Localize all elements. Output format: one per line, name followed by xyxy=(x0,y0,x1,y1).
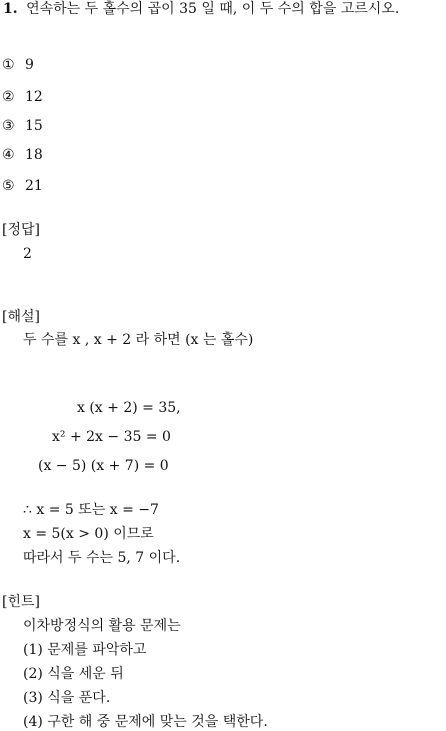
choice-item xyxy=(2,117,43,135)
choice-marker: ① xyxy=(2,57,15,73)
choice-item xyxy=(2,146,43,164)
choice-value: 21 xyxy=(25,178,43,194)
answer-value: 2 xyxy=(23,246,32,262)
hint-line: (4) 구한 해 중 문제에 맞는 것을 택한다. xyxy=(23,714,268,730)
conclusion-line: ∴ x = 5 또는 x = −7 xyxy=(23,502,159,518)
hint-line: 이차방정식의 활용 문제는 xyxy=(23,618,181,634)
choice-item xyxy=(2,56,34,74)
choice-marker: ⑤ xyxy=(2,178,15,194)
question-number: 1. xyxy=(3,1,18,17)
explanation-header: [해설] xyxy=(2,309,40,325)
choice-marker: ② xyxy=(2,89,15,105)
equation-line: x (x + 2) = 35, xyxy=(77,400,181,416)
explanation-intro: 두 수를 x , x + 2 라 하면 (x 는 홀수) xyxy=(23,332,254,348)
choice-value: 12 xyxy=(25,89,43,105)
answer-header: [정답] xyxy=(2,222,40,238)
question-line xyxy=(3,0,399,18)
equation-line: x² + 2x − 35 = 0 xyxy=(52,429,171,445)
hint-header: [힌트] xyxy=(2,594,40,610)
choice-item xyxy=(2,88,43,106)
choice-item xyxy=(2,177,43,195)
hint-line: (1) 문제를 파악하고 xyxy=(23,642,147,658)
conclusion-line: 따라서 두 수는 5, 7 이다. xyxy=(23,550,181,566)
conclusion-line: x = 5(x > 0) 이므로 xyxy=(23,526,154,542)
choice-value: 18 xyxy=(25,147,43,163)
choice-value: 15 xyxy=(25,118,43,134)
choice-marker: ③ xyxy=(2,118,15,134)
hint-line: (2) 식을 세운 뒤 xyxy=(23,666,124,682)
hint-line: (3) 식을 푼다. xyxy=(23,690,111,706)
choice-value: 9 xyxy=(25,57,34,73)
equation-line: (x − 5) (x + 7) = 0 xyxy=(38,458,169,474)
question-text: 연속하는 두 홀수의 곱이 35 일 때, 이 두 수의 합을 고르시오. xyxy=(26,1,400,17)
choice-marker: ④ xyxy=(2,147,15,163)
